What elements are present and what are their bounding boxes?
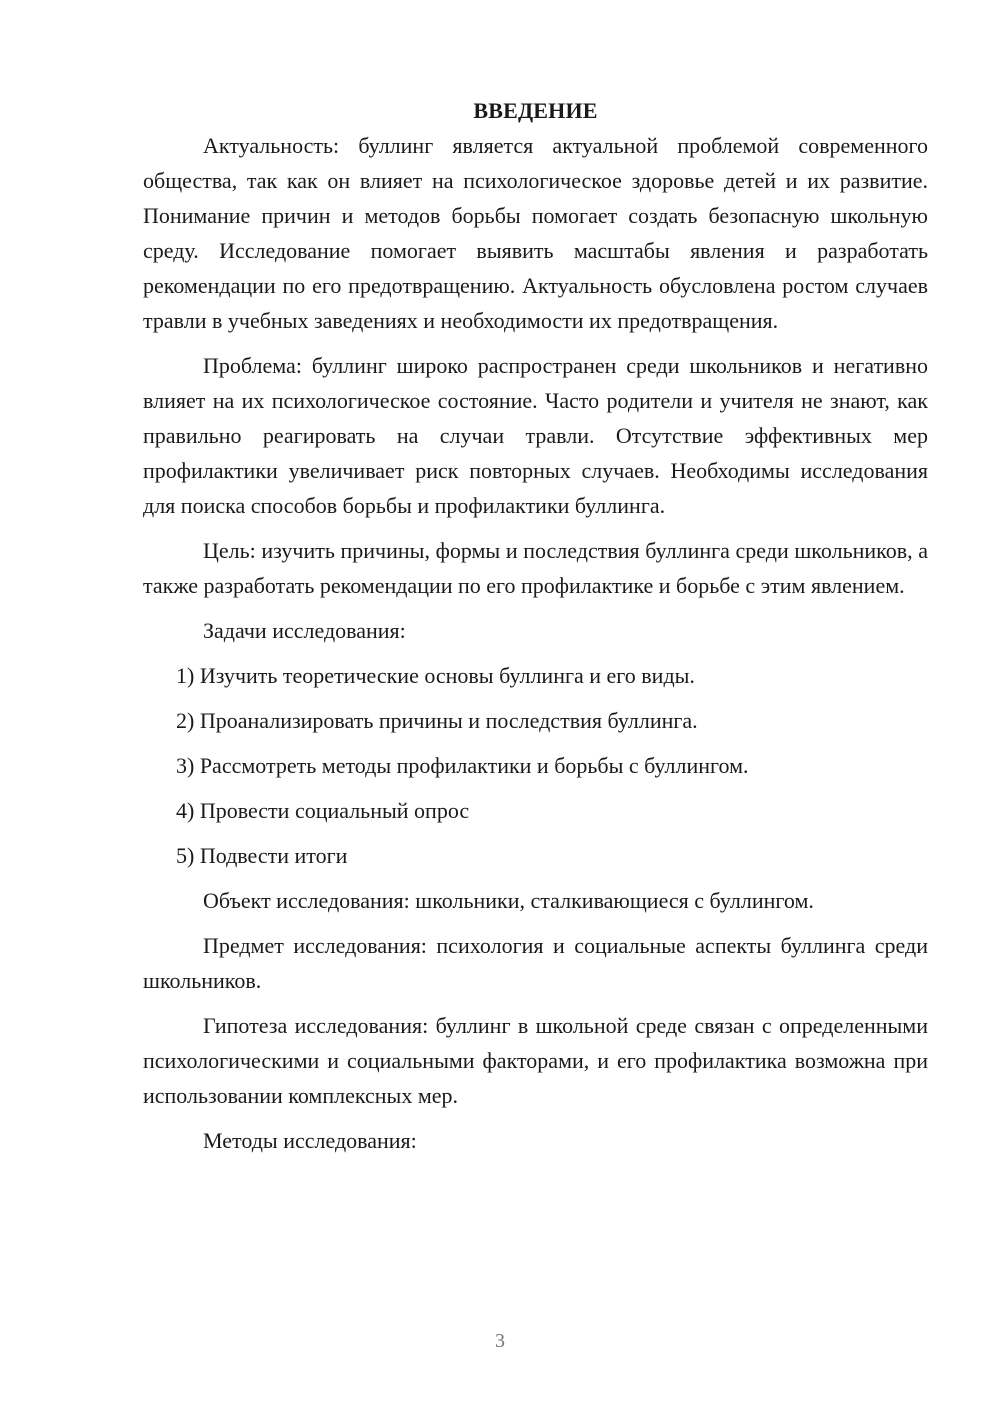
relevance-paragraph: Актуальность: буллинг является актуальной проблемой современного общества, так как он влияет на психологическое здоровье детей и их развитие. Понимание причин и методов борьбы помогает создать безопасную школьную среду. Исследование помогает выявить масштабы явления и разработать рекомендации по его предотвращению. Актуальность обусловлена ростом случаев травли в учебных заведениях и необходимости их предотвращения. (143, 133, 928, 333)
page-title: ВВЕДЕНИЕ (473, 98, 598, 123)
tasks-list (143, 658, 928, 873)
tasks-heading: Задачи исследования: (203, 618, 406, 643)
list-item: 1) Изучить теоретические основы буллинга и его виды. (176, 663, 695, 688)
page-content (143, 93, 928, 1158)
page-number: 3 (495, 1330, 505, 1352)
list-item: 2) Проанализировать причины и последствия буллинга. (176, 708, 698, 733)
list-item: 3) Рассмотреть методы профилактики и борьбы с буллингом. (176, 753, 749, 778)
problem-paragraph: Проблема: буллинг широко распространен среди школьников и негативно влияет на их психологическое состояние. Часто родители и учителя не знают, как правильно реагировать на случаи травли. Отсутствие эффективных мер профилактики увеличивает риск повторных случаев. Необходимы исследования для поиска способов борьбы и профилактики буллинга. (143, 353, 928, 518)
subject-paragraph: Предмет исследования: психология и социальные аспекты буллинга среди школьников. (143, 933, 928, 993)
object-paragraph: Объект исследования: школьники, сталкивающиеся с буллингом. (203, 888, 814, 913)
goal-paragraph: Цель: изучить причины, формы и последствия буллинга среди школьников, а также разработать рекомендации по его профилактике и борьбе с этим явлением. (143, 538, 928, 598)
methods-heading: Методы исследования: (203, 1128, 417, 1153)
list-item: 5) Подвести итоги (176, 843, 348, 868)
list-item: 4) Провести социальный опрос (176, 798, 470, 823)
hypothesis-paragraph: Гипотеза исследования: буллинг в школьной среде связан с определенными психологическими и социальными факторами, и его профилактика возможна при использовании комплексных мер. (143, 1013, 928, 1108)
